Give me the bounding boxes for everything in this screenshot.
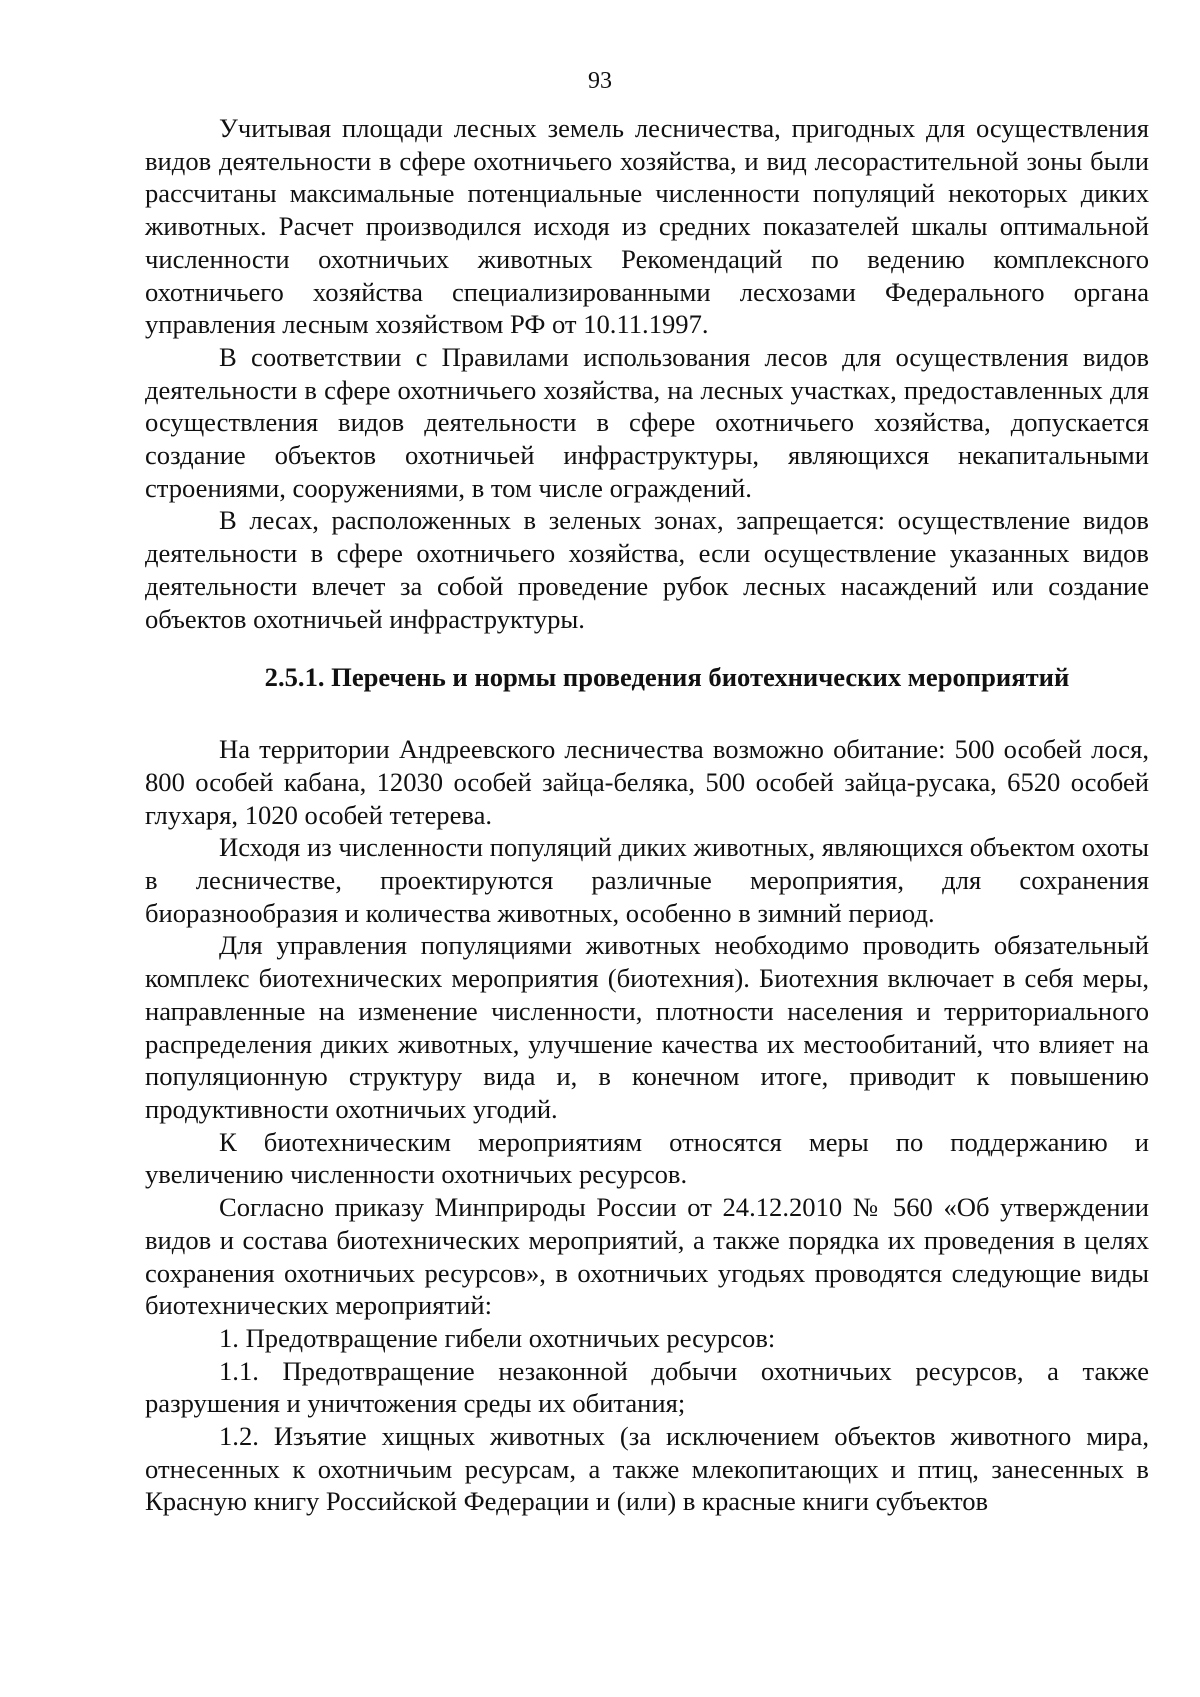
paragraph-area-calculation: Учитывая площади лесных земель лесничества, пригодных для осуществления видов деятельности в сфере охотничьего хозяйства, и вид лесорастительной зоны были рассчитаны максимальные потенциальные численности популяций некоторых диких животных. Расчет производился исходя из средних показателей шкалы оптимальной численности охотничьих животных Рекомендаций по ведению комплексного охотничьего хозяйства специализированными лесхозами Федерального органа управления лесным хозяйством РФ от 10.11.1997. xyxy=(145,113,1149,340)
paragraph-forest-use-rules: В соответствии с Правилами использования лесов для осуществления видов деятельности в сфере охотничьего хозяйства, на лесных участках, предоставленных для осуществления видов деятельности в сфере охотничьего хозяйства, допускается создание объектов охотничьей инфраструктуры, являющихся некапитальными строениями, сооружениями, в том числе ограждений. xyxy=(145,341,1149,503)
document-body xyxy=(145,112,1149,1518)
page-number: 93 xyxy=(588,68,612,94)
section-heading: 2.5.1. Перечень и нормы проведения биотехнических мероприятий xyxy=(264,662,1070,693)
list-item-1: 1. Предотвращение гибели охотничьих ресурсов: xyxy=(219,1322,776,1353)
paragraph-biotechnical-measures: К биотехническим мероприятиям относятся меры по поддержанию и увеличению численности охотничьих ресурсов. xyxy=(145,1126,1149,1190)
paragraph-population-measures: Исходя из численности популяций диких животных, являющихся объектом охоты в лесничестве, проектируются различные мероприятия, для сохранения биоразнообразия и количества животных, особенно в зимний период. xyxy=(145,832,1149,928)
paragraph-green-zones: В лесах, расположенных в зеленых зонах, запрещается: осуществление видов деятельности в сфере охотничьего хозяйства, если осуществление указанных видов деятельности влечет за собой проведение рубок лесных насаждений или создание объектов охотничьей инфраструктуры. xyxy=(145,505,1149,634)
list-item-1-1: 1.1. Предотвращение незаконной добычи охотничьих ресурсов, а также разрушения и уничтожения среды их обитания; xyxy=(145,1355,1149,1419)
paragraph-biotechnics: Для управления популяциями животных необходимо проводить обязательный комплекс биотехнических мероприятия (биотехния). Биотехния включает в себя меры, направленные на изменение численности, плотности населения и территориального распределения диких животных, улучшение качества их местообитаний, что влияет на популяционную структуру вида и, в конечном итоге, приводит к повышению продуктивности охотничьих угодий. xyxy=(145,930,1149,1124)
paragraph-order-reference: Согласно приказу Минприроды России от 24.12.2010 № 560 «Об утверждении видов и состава биотехнических мероприятий, а также порядка их проведения в целях сохранения охотничьих ресурсов», в охотничьих угодьях проводятся следующие виды биотехнических мероприятий: xyxy=(145,1192,1149,1321)
list-item-1-2: 1.2. Изъятие хищных животных (за исключением объектов животного мира, отнесенных к охотничьим ресурсам, а также млекопитающих и птиц, занесенных в Красную книгу Российской Федерации и (или) в красные книги субъектов xyxy=(145,1421,1149,1517)
paragraph-habitat-numbers: На территории Андреевского лесничества возможно обитание: 500 особей лося, 800 особей кабана, 12030 особей зайца-беляка, 500 особей зайца-русака, 6520 особей глухаря, 1020 особей тетерева. xyxy=(145,734,1149,830)
